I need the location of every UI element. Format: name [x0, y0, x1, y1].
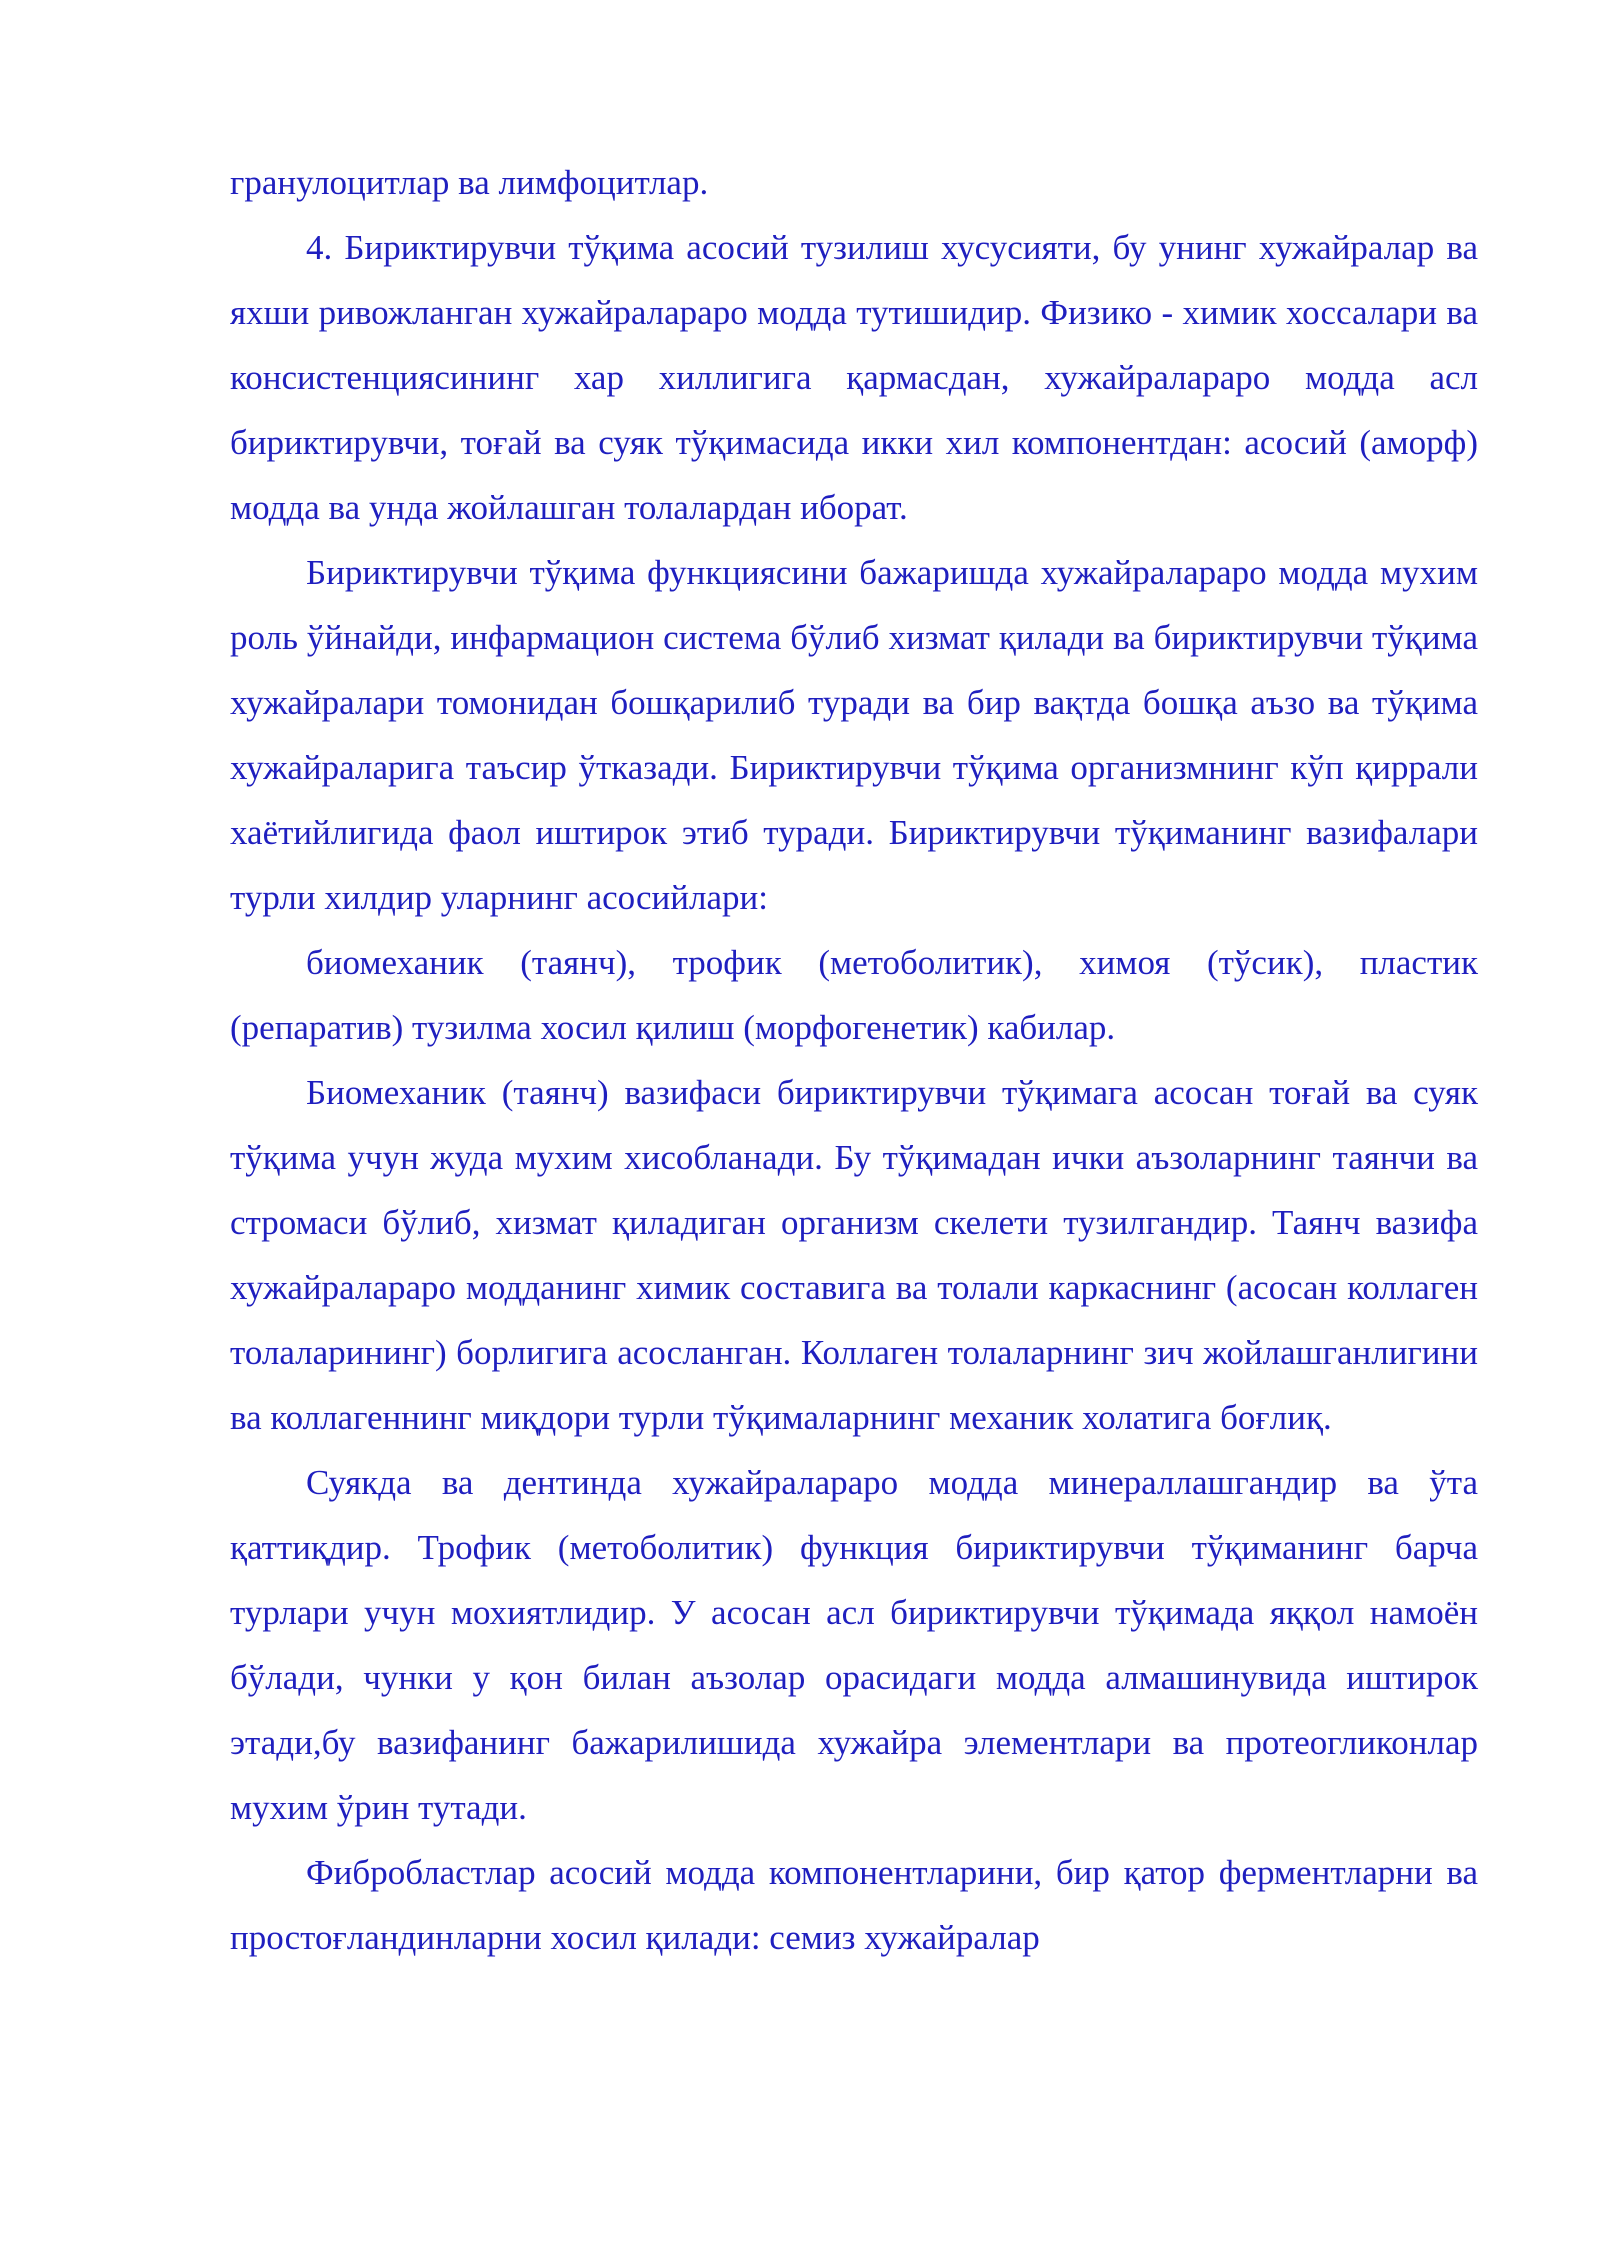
paragraph-4: биомеханик (таянч), трофик (метоболитик), химоя (тўсик), пластик (репаратив) тузилма хосил қилиш (морфогенетик) кабилар.	[230, 943, 1478, 1047]
paragraph-3: Бириктирувчи тўқима функциясини бажаришда хужайралараро модда мухим роль ўйнайди, инфармацион система бўлиб хизмат қилади ва бириктирувчи тўқима хужайралари томонидан бошқарилиб туради ва бир вақтда бошқа аъзо ва тўқима хужайраларига таъсир ўтказади. Бириктирувчи тўқима организмнинг кўп қиррали хаётийлигида фаол иштирок этиб туради. Бириктирувчи тўқиманинг вазифалари турли хилдир уларнинг асосийлари:	[230, 553, 1478, 917]
paragraph-6: Суякда ва дентинда хужайралараро модда минераллашгандир ва ўта қаттиқдир. Трофик (метоболитик) функция бириктирувчи тўқиманинг барча турлари учун мохиятлидир. У асосан асл бириктирувчи тўқимада яққол намоён бўлади, чунки у қон билан аъзолар орасидаги модда алмашинувида иштирок этади,бу вазифанинг бажарилишида хужайра элементлари ва протеогликонлар мухим ўрин тутади.	[230, 1463, 1478, 1827]
document-page	[230, 150, 1478, 1970]
paragraph-2: 4. Бириктирувчи тўқима асосий тузилиш хусусияти, бу унинг хужайралар ва яхши ривожланган хужайралараро модда тутишидир. Физико - химик хоссалари ва консистенциясининг хар хиллигига қармасдан, хужайралараро модда асл бириктирувчи, тоғай ва суяк тўқимасида икки хил компонентдан: асосий (аморф) модда ва унда жойлашган толалардан иборат.	[230, 228, 1478, 527]
paragraph-7: Фибробластлар асосий модда компонентларини, бир қатор ферментларни ва простоғландинларни хосил қилади: семиз хужайралар	[230, 1853, 1478, 1957]
paragraph-1: гранулоцитлар ва лимфоцитлар.	[230, 163, 709, 202]
paragraph-5: Биомеханик (таянч) вазифаси бириктирувчи тўқимага асосан тоғай ва суяк тўқима учун жуда мухим хисобланади. Бу тўқимадан ички аъзоларнинг таянчи ва стромаси бўлиб, хизмат қиладиган организм скелети тузилгандир. Таянч вазифа хужайралараро модданинг химик составига ва толали каркаснинг (асосан коллаген толаларининг) борлигига асосланган. Коллаген толаларнинг зич жойлашганлигини ва коллагеннинг миқдори турли тўқималарнинг механик холатига боғлиқ.	[230, 1073, 1478, 1437]
